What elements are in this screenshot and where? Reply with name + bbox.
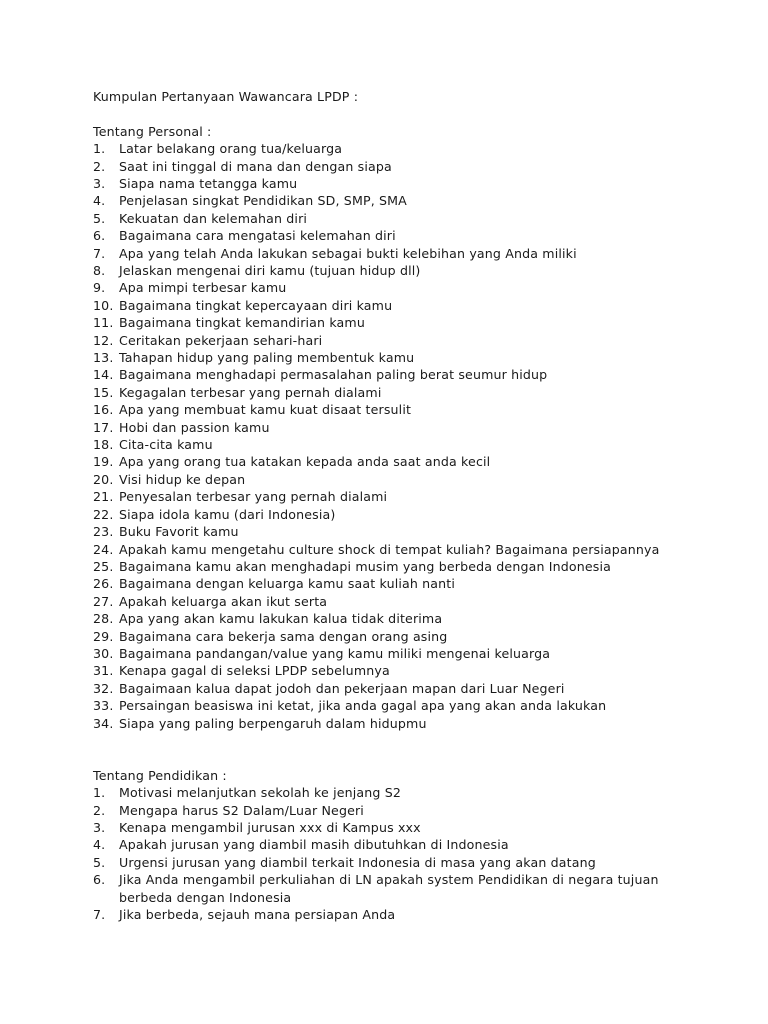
- list-item-number: 4.: [93, 837, 106, 853]
- list-item-number: 7.: [93, 907, 106, 923]
- list-item-number: 28.: [93, 611, 114, 627]
- document-title: Kumpulan Pertanyaan Wawancara LPDP :: [93, 89, 359, 104]
- list-item: [93, 575, 733, 592]
- list-item-number: 14.: [93, 367, 114, 383]
- list-item-text: Bagaimana dengan keluarga kamu saat kuliah nanti: [119, 576, 456, 592]
- list-item-number: 8.: [93, 263, 106, 279]
- spacer: [93, 732, 733, 767]
- list-item-number: 27.: [93, 593, 114, 609]
- list-item: [93, 227, 733, 244]
- list-item-text: Apakah jurusan yang diambil masih dibutuhkan di Indonesia: [119, 837, 509, 853]
- list-item-text: Cita-cita kamu: [119, 437, 213, 453]
- list-item-number: 17.: [93, 419, 114, 435]
- list-item-number: 24.: [93, 541, 114, 557]
- list-item-text: Visi hidup ke depan: [119, 471, 246, 487]
- list-item-text: Apa yang membuat kamu kuat disaat tersulit: [119, 402, 412, 418]
- list-item-text: Bagaimana menghadapi permasalahan paling berat seumur hidup: [119, 367, 548, 383]
- list-item-text: Siapa idola kamu (dari Indonesia): [119, 506, 336, 522]
- list-item: [93, 906, 733, 923]
- document-page: [93, 88, 733, 923]
- list-item-text: Jika berbeda, sejauh mana persiapan Anda: [119, 907, 396, 923]
- list-item: [93, 471, 733, 488]
- list-item-text: Ceritakan pekerjaan sehari-hari: [119, 332, 323, 348]
- list-item-number: 22.: [93, 506, 114, 522]
- list-item-text: Bagaimana cara mengatasi kelemahan diri: [119, 228, 396, 244]
- list-item-number: 16.: [93, 402, 114, 418]
- list-item-number: 6.: [93, 228, 106, 244]
- list-item-number: 3.: [93, 175, 106, 191]
- list-item: [93, 332, 733, 349]
- list-item: [93, 349, 733, 366]
- list-item: [93, 297, 733, 314]
- list-item-text: Bagaimana cara bekerja sama dengan orang asing: [119, 628, 448, 644]
- list-item-number: 18.: [93, 437, 114, 453]
- list-item-text: Bagaimana tingkat kepercayaan diri kamu: [119, 297, 393, 313]
- list-item: [93, 523, 733, 540]
- list-item-text: Tahapan hidup yang paling membentuk kamu: [119, 350, 415, 366]
- list-item: [93, 384, 733, 401]
- list-item: [93, 715, 733, 732]
- list-item-number: 3.: [93, 819, 106, 835]
- list-item-text: Kegagalan terbesar yang pernah dialami: [119, 384, 382, 400]
- list-item: [93, 645, 733, 662]
- list-item-text: Hobi dan passion kamu: [119, 419, 270, 435]
- list-item-number: 9.: [93, 280, 106, 296]
- list-item-number: 23.: [93, 524, 114, 540]
- list-item-number: 2.: [93, 802, 106, 818]
- list-item-number: 29.: [93, 628, 114, 644]
- list-item-text: Apa yang orang tua katakan kepada anda saat anda kecil: [119, 454, 491, 470]
- list-item: [93, 314, 733, 331]
- list-item: [93, 453, 733, 470]
- list-item-number: 21.: [93, 489, 114, 505]
- list-item: [93, 662, 733, 679]
- list-item-number: 12.: [93, 332, 114, 348]
- list-item: [93, 175, 733, 192]
- question-list-pendidikan: [93, 784, 733, 923]
- list-item-text: Penyesalan terbesar yang pernah dialami: [119, 489, 388, 505]
- list-item-text: Saat ini tinggal di mana dan dengan siapa: [119, 158, 392, 174]
- list-item: [93, 245, 733, 262]
- list-item: [93, 680, 733, 697]
- list-item: [93, 802, 733, 819]
- list-item-number: 15.: [93, 384, 114, 400]
- list-item-number: 25.: [93, 558, 114, 574]
- list-item: [93, 140, 733, 157]
- list-item: [93, 836, 733, 853]
- list-item-text: Jelaskan mengenai diri kamu (tujuan hidup dll): [119, 263, 421, 279]
- list-item-text: Siapa nama tetangga kamu: [119, 175, 298, 191]
- list-item-text: Apa mimpi terbesar kamu: [119, 280, 287, 296]
- list-item-number: 26.: [93, 576, 114, 592]
- list-item-text: Bagaimana kamu akan menghadapi musim yang berbeda dengan Indonesia: [119, 558, 612, 574]
- list-item-number: 1.: [93, 785, 106, 801]
- list-item-text: Kenapa gagal di seleksi LPDP sebelumnya: [119, 663, 390, 679]
- list-item-text: Penjelasan singkat Pendidikan SD, SMP, SMA: [119, 193, 407, 209]
- list-item: [93, 419, 733, 436]
- list-item: [93, 610, 733, 627]
- list-item-text: Bagaimana tingkat kemandirian kamu: [119, 315, 365, 331]
- list-item-number: 33.: [93, 698, 114, 714]
- list-item-number: 11.: [93, 315, 114, 331]
- list-item-number: 2.: [93, 158, 106, 174]
- list-item: [93, 506, 733, 523]
- list-item: [93, 192, 733, 209]
- list-item-number: 32.: [93, 680, 114, 696]
- list-item-number: 6.: [93, 872, 106, 888]
- spacer: [93, 105, 733, 122]
- list-item: [93, 210, 733, 227]
- list-item-text: Siapa yang paling berpengaruh dalam hidupmu: [119, 715, 427, 731]
- list-item: [93, 158, 733, 175]
- list-item-text: Apakah keluarga akan ikut serta: [119, 593, 328, 609]
- list-item-number: 13.: [93, 350, 114, 366]
- list-item-text: Kekuatan dan kelemahan diri: [119, 210, 308, 226]
- list-item-text: Bagaimaan kalua dapat jodoh dan pekerjaan mapan dari Luar Negeri: [119, 680, 565, 696]
- list-item: [93, 871, 733, 906]
- list-item-text: Apa yang akan kamu lakukan kalua tidak diterima: [119, 611, 443, 627]
- list-item: [93, 628, 733, 645]
- list-item: [93, 436, 733, 453]
- list-item-number: 1.: [93, 141, 106, 157]
- list-item-number: 5.: [93, 210, 106, 226]
- list-item-number: 30.: [93, 645, 114, 661]
- section-personal: [93, 123, 733, 732]
- list-item-number: 34.: [93, 715, 114, 731]
- section-heading-personal: Tentang Personal :: [93, 123, 212, 139]
- list-item: [93, 366, 733, 383]
- list-item-number: 31.: [93, 663, 114, 679]
- list-item-text: Mengapa harus S2 Dalam/Luar Negeri: [119, 802, 364, 818]
- section-heading-pendidikan: Tentang Pendidikan :: [93, 767, 227, 783]
- list-item-text: Latar belakang orang tua/keluarga: [119, 141, 343, 157]
- list-item: [93, 488, 733, 505]
- list-item-number: 7.: [93, 245, 106, 261]
- section-pendidikan: [93, 767, 733, 924]
- list-item-text: Jika Anda mengambil perkuliahan di LN apakah system Pendidikan di negara tujuan berbeda dengan Indonesia: [119, 872, 659, 905]
- list-item-text: Urgensi jurusan yang diambil terkait Indonesia di masa yang akan datang: [119, 854, 596, 870]
- list-item: [93, 541, 733, 558]
- list-item-number: 10.: [93, 297, 114, 313]
- list-item: [93, 401, 733, 418]
- list-item: [93, 593, 733, 610]
- list-item: [93, 279, 733, 296]
- list-item-number: 4.: [93, 193, 106, 209]
- list-item-text: Apa yang telah Anda lakukan sebagai bukti kelebihan yang Anda miliki: [119, 245, 577, 261]
- list-item: [93, 697, 733, 714]
- question-list-personal: [93, 140, 733, 732]
- list-item-number: 20.: [93, 471, 114, 487]
- list-item-text: Buku Favorit kamu: [119, 524, 239, 540]
- list-item-number: 19.: [93, 454, 114, 470]
- list-item-text: Bagaimana pandangan/value yang kamu miliki mengenai keluarga: [119, 645, 551, 661]
- list-item: [93, 784, 733, 801]
- list-item-text: Motivasi melanjutkan sekolah ke jenjang S2: [119, 785, 402, 801]
- list-item: [93, 262, 733, 279]
- list-item: [93, 819, 733, 836]
- list-item: [93, 558, 733, 575]
- list-item-text: Apakah kamu mengetahu culture shock di tempat kuliah? Bagaimana persiapannya: [119, 541, 660, 557]
- list-item: [93, 854, 733, 871]
- list-item-text: Persaingan beasiswa ini ketat, jika anda gagal apa yang akan anda lakukan: [119, 698, 607, 714]
- list-item-number: 5.: [93, 854, 106, 870]
- list-item-text: Kenapa mengambil jurusan xxx di Kampus xxx: [119, 819, 421, 835]
